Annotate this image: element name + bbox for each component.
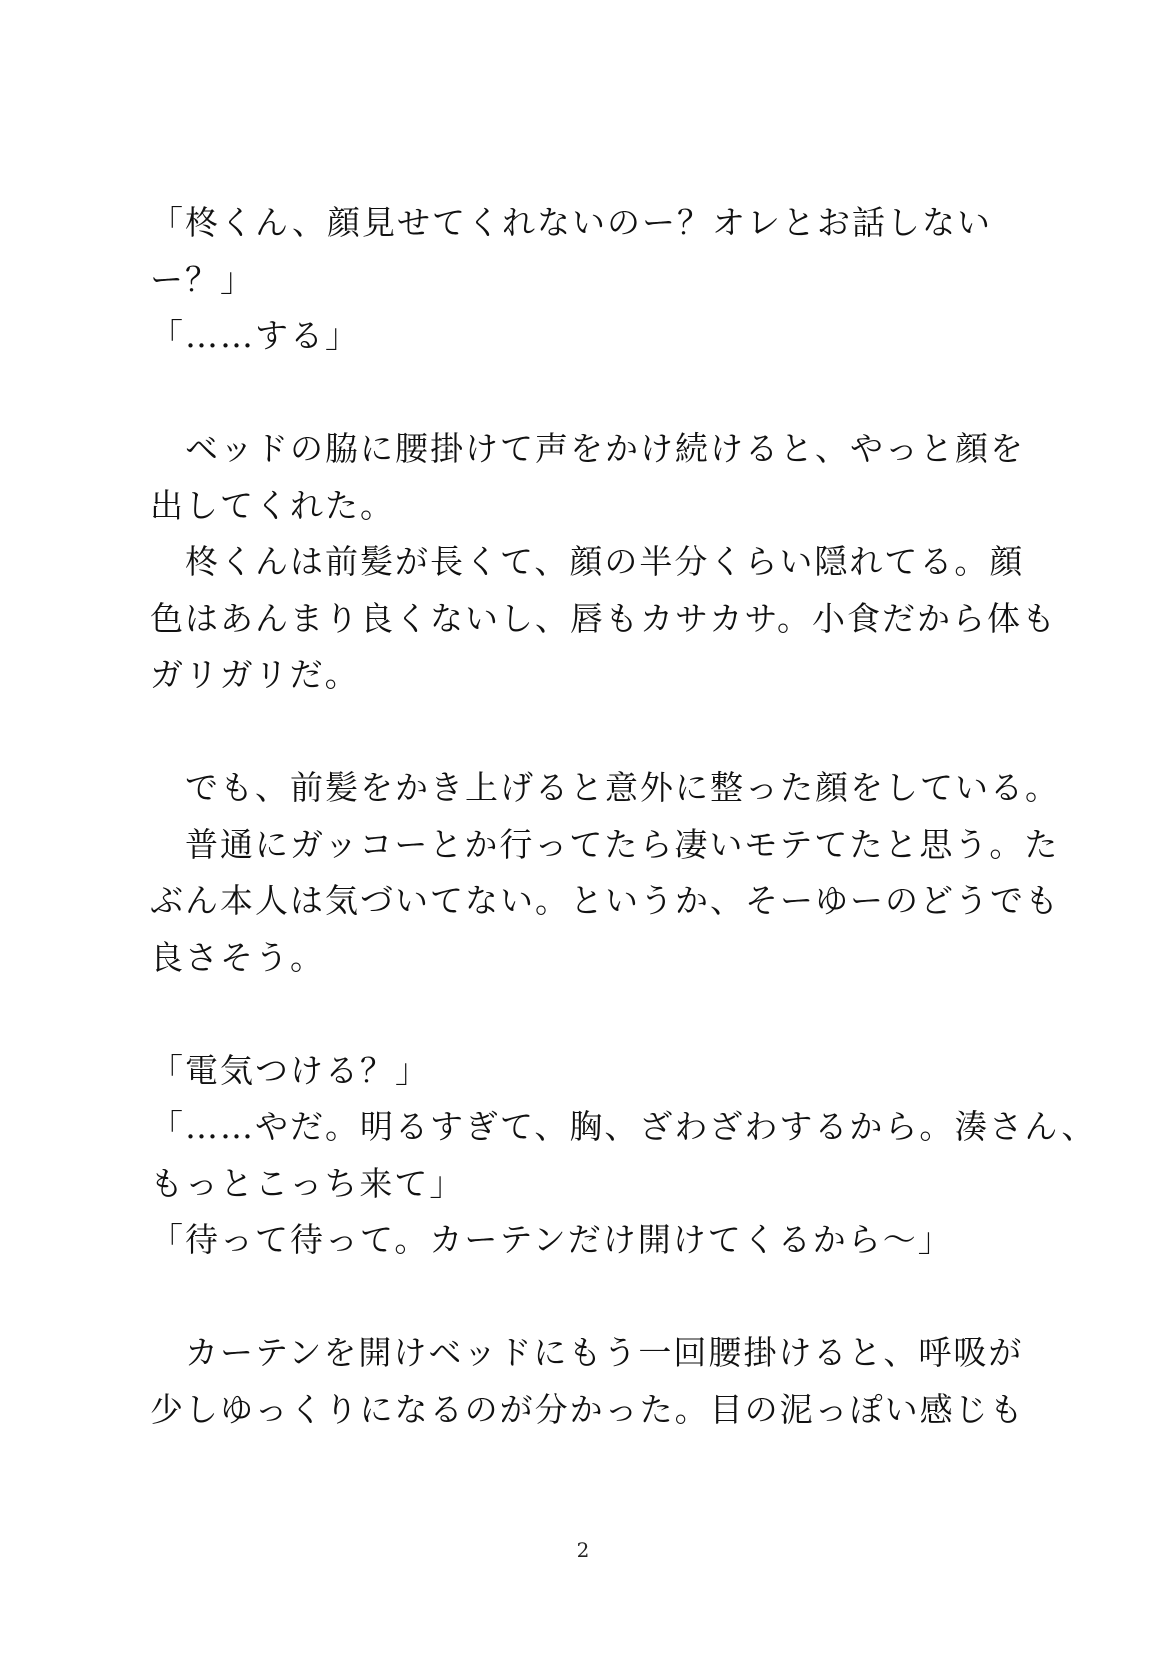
text-line: ー？」	[150, 259, 255, 299]
text-line: ガリガリだ。	[150, 655, 360, 694]
text-line: もっとこっち来て」	[150, 1163, 465, 1203]
text-line: 柊くんは前髪が長くて、顔の半分くらい隠れてる。顔	[150, 542, 1025, 581]
text-line: 「待って待って。カーテンだけ開けてくるから～」	[150, 1220, 953, 1259]
body-text	[150, 195, 1097, 1438]
text-line: 色はあんまり良くないし、唇もカサカサ。小食だから体も	[150, 598, 1058, 638]
blank-line	[150, 365, 1030, 422]
blank-line	[150, 986, 1030, 1043]
text-line: 良さそう。	[150, 937, 325, 977]
text-line: カーテンを開けベッドにもう一回腰掛けると、呼吸が	[150, 1333, 1024, 1372]
text-line: ベッドの脇に腰掛けて声をかけ続けると、やっと顔を	[150, 429, 1025, 468]
text-line: でも、前髪をかき上げると意外に整った顔をしている。	[150, 768, 1060, 807]
text-line: 「……やだ。明るすぎて、胸、ざわざわするから。湊さん、	[150, 1107, 1097, 1146]
text-line: 「柊くん、顔見せてくれないのー？オレとお話しない	[150, 203, 992, 242]
blank-line	[150, 704, 1030, 761]
text-line: ぶん本人は気づいてない。というか、そーゆーのどうでも	[150, 881, 1060, 920]
blank-line	[150, 1269, 1030, 1326]
page-number: 2	[576, 1538, 590, 1562]
text-line: 普通にガッコーとか行ってたら凄いモテてたと思う。た	[150, 824, 1060, 864]
text-line: 少しゆっくりになるのが分かった。目の泥っぽい感じも	[150, 1389, 1025, 1429]
text-line: 「電気つける？」	[150, 1050, 430, 1090]
text-line: 「……する」	[150, 316, 360, 355]
text-line: 出してくれた。	[150, 485, 395, 525]
